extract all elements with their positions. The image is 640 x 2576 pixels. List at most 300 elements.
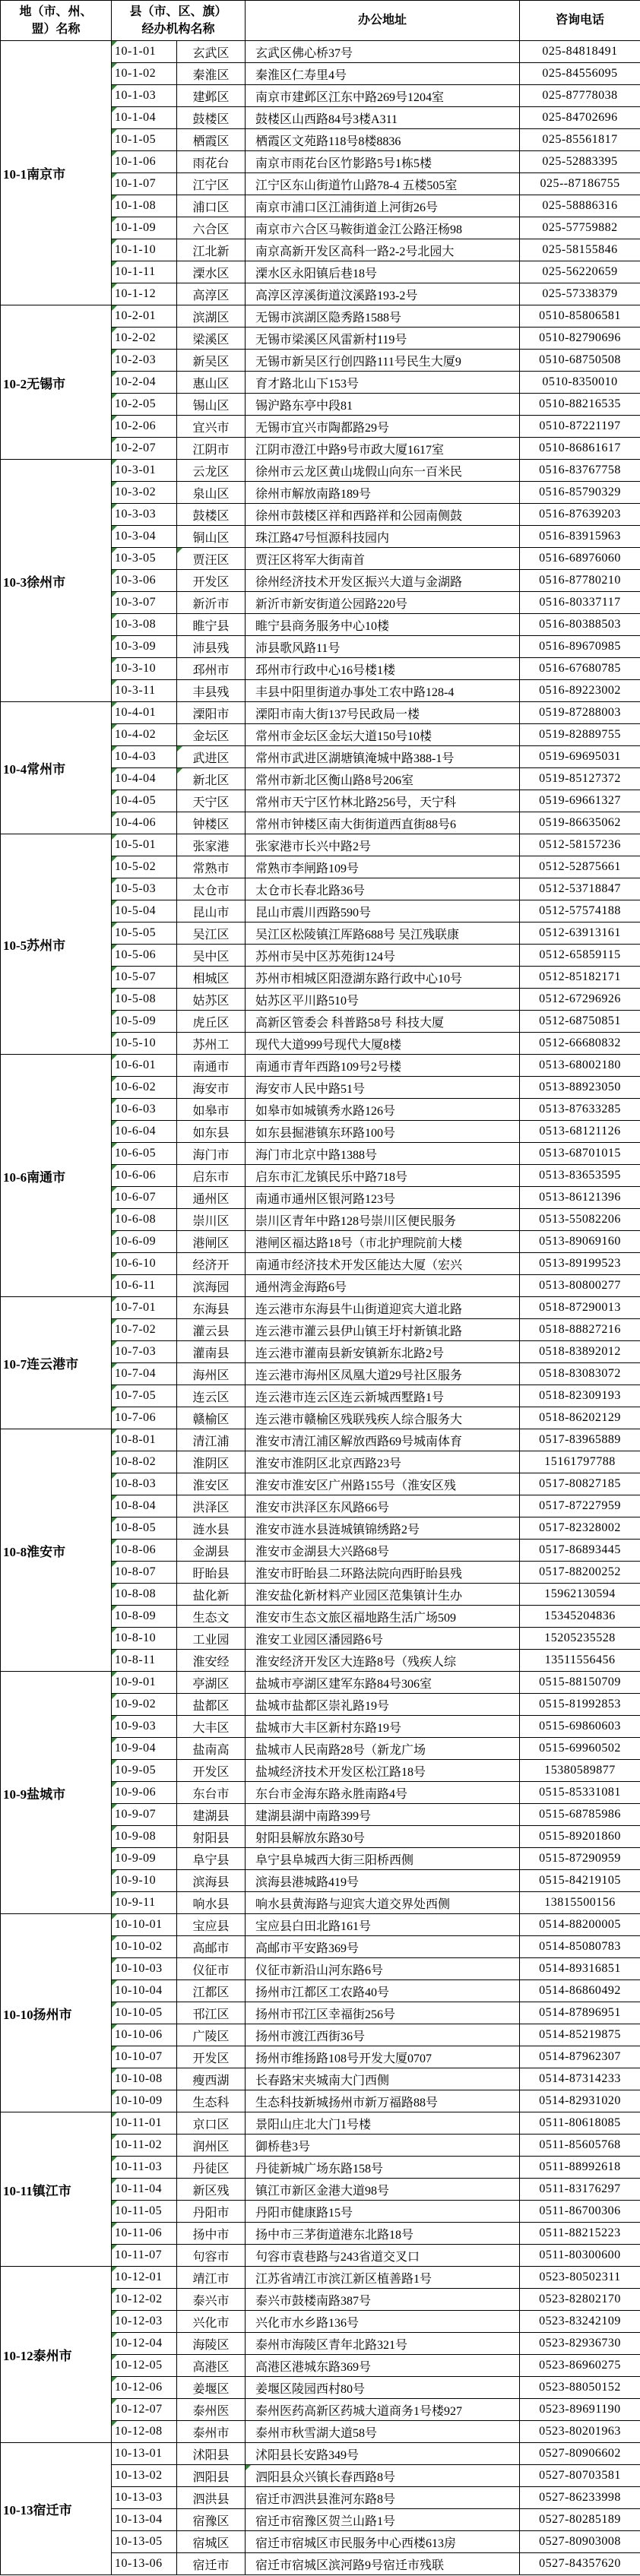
prefecture-cell: 10-8淮安市: [1, 1429, 112, 1672]
county-cell: 扬中市: [177, 2223, 246, 2245]
county-cell: 海州区: [177, 1363, 246, 1385]
county-cell: 港闸区: [177, 1231, 246, 1253]
phone-cell: 025-58886316: [520, 195, 640, 217]
county-cell: 浦口区: [177, 195, 246, 217]
phone-cell: 0527-80703581: [520, 2465, 640, 2487]
phone-cell: 0515-69960502: [520, 1738, 640, 1760]
county-cell: 灌南县: [177, 1341, 246, 1363]
county-cell: 姑苏区: [177, 989, 246, 1011]
address-cell: 扬州市维扬路108号开发大厦0707: [246, 2046, 520, 2068]
phone-cell: 0516-89223002: [520, 680, 640, 702]
county-cell: 钟楼区: [177, 812, 246, 834]
header-region-line1: 地（市、州、: [19, 5, 93, 18]
address-cell: 常州市金坛区金坛大道150号10楼: [246, 724, 520, 746]
phone-cell: 0514-87896951: [520, 2002, 640, 2024]
county-cell: 高淳区: [177, 283, 246, 305]
code-cell: 10-6-09: [112, 1231, 177, 1253]
code-cell: 10-3-08: [112, 614, 177, 636]
county-cell: 建湖县: [177, 1804, 246, 1826]
code-cell: 10-3-03: [112, 504, 177, 526]
county-cell: 盱眙县: [177, 1562, 246, 1584]
address-cell: 丹徒新城广场东路158号: [246, 2157, 520, 2179]
phone-cell: 15205235528: [520, 1628, 640, 1650]
code-cell: 10-9-09: [112, 1848, 177, 1870]
phone-cell: 0527-86233998: [520, 2487, 640, 2509]
phone-cell: 0511-85605768: [520, 2135, 640, 2157]
phone-cell: 0510-87221197: [520, 416, 640, 438]
county-cell: 六合区: [177, 217, 246, 239]
table-row: [1, 305, 640, 328]
code-cell: 10-10-08: [112, 2068, 177, 2090]
county-cell: 江都区: [177, 1980, 246, 2002]
table-row: [1, 1055, 640, 1077]
table-row: [1, 2443, 640, 2465]
phone-cell: 0518-83083072: [520, 1363, 640, 1385]
county-cell: 梁溪区: [177, 328, 246, 350]
code-cell: 10-9-04: [112, 1738, 177, 1760]
address-cell: 连云港市东海县牛山街道迎宾大道北路: [246, 1297, 520, 1319]
code-cell: 10-2-03: [112, 350, 177, 372]
table-body: [1, 41, 640, 2575]
address-cell: 无锡市梁溪区风雷新村119号: [246, 328, 520, 350]
phone-cell: 0513-68002180: [520, 1055, 640, 1077]
code-cell: 10-3-11: [112, 680, 177, 702]
address-cell: 邳州市行政中心16号楼1楼: [246, 658, 520, 680]
address-cell: 扬中市三茅街道港东北路18号: [246, 2223, 520, 2245]
county-cell: 宿豫区: [177, 2509, 246, 2531]
address-cell: 南京市浦口区江浦街道上河街26号: [246, 195, 520, 217]
address-cell: 溧水区永阳镇后巷18号: [246, 261, 520, 283]
county-cell: 泰州医: [177, 2399, 246, 2421]
county-cell: 新区残: [177, 2179, 246, 2201]
phone-cell: 0514-89316851: [520, 1958, 640, 1980]
phone-cell: 0515-81992853: [520, 1694, 640, 1716]
code-cell: 10-11-03: [112, 2157, 177, 2179]
address-cell: 扬州市江都区工农路40号: [246, 1980, 520, 2002]
county-cell: 沭阳县: [177, 2443, 246, 2465]
county-cell: 秦淮区: [177, 63, 246, 85]
code-cell: 10-12-03: [112, 2311, 177, 2333]
code-cell: 10-4-05: [112, 790, 177, 812]
phone-cell: 0518-83892012: [520, 1341, 640, 1363]
phone-cell: 0512-63913161: [520, 922, 640, 945]
address-cell: 南京市雨花台区竹影路5号1栋5楼: [246, 151, 520, 173]
code-cell: 10-10-09: [112, 2090, 177, 2112]
prefecture-cell: 10-12泰州市: [1, 2267, 112, 2443]
code-cell: 10-9-02: [112, 1694, 177, 1716]
phone-cell: 0523-80201963: [520, 2421, 640, 2443]
code-cell: 10-10-04: [112, 1980, 177, 2002]
phone-cell: 0513-83653595: [520, 1165, 640, 1187]
county-cell: 锡山区: [177, 394, 246, 416]
address-cell: 江苏省靖江市滨江新区植善路1号: [246, 2267, 520, 2289]
address-cell: 徐州市鼓楼区祥和西路祥和公园南侧鼓: [246, 504, 520, 526]
phone-cell: 0516-68976060: [520, 548, 640, 570]
header-agency-line1: 县（市、区、旗）: [129, 5, 227, 18]
county-cell: 鼓楼区: [177, 504, 246, 526]
county-cell: 开发区: [177, 1760, 246, 1782]
address-cell: 盐城市大丰区新村东路19号: [246, 1716, 520, 1738]
address-cell: 宿迁市宿城区市民服务中心西楼613房: [246, 2531, 520, 2553]
code-cell: 10-6-06: [112, 1165, 177, 1187]
phone-cell: 0514-85219875: [520, 2024, 640, 2046]
phone-cell: 0512-85182171: [520, 967, 640, 989]
code-cell: 10-7-04: [112, 1363, 177, 1385]
phone-cell: 0512-65859115: [520, 945, 640, 967]
code-cell: 10-9-01: [112, 1672, 177, 1694]
phone-cell: 0516-80337117: [520, 592, 640, 614]
header-row: [1, 1, 640, 41]
county-cell: 东海县: [177, 1297, 246, 1319]
address-cell: 无锡市新吴区行创四路111号民生大厦9: [246, 350, 520, 372]
phone-cell: 0510-68750508: [520, 350, 640, 372]
code-cell: 10-13-05: [112, 2531, 177, 2553]
county-cell: 南通市: [177, 1055, 246, 1077]
address-cell: 徐州经济技术开发区振兴大道与金湖路: [246, 570, 520, 592]
table-row: [1, 702, 640, 724]
code-cell: 10-13-06: [112, 2553, 177, 2575]
code-cell: 10-1-11: [112, 261, 177, 283]
phone-cell: 0515-85331081: [520, 1782, 640, 1804]
address-cell: 丹阳市健康路15号: [246, 2201, 520, 2223]
code-cell: 10-10-05: [112, 2002, 177, 2024]
phone-cell: 0518-87290013: [520, 1297, 640, 1319]
address-cell: 苏州市吴中区苏苑街124号: [246, 945, 520, 967]
code-cell: 10-3-05: [112, 548, 177, 570]
address-cell: 如东县掘港镇东环路100号: [246, 1121, 520, 1143]
county-cell: 铜山区: [177, 526, 246, 548]
code-cell: 10-1-09: [112, 217, 177, 239]
county-cell: 如东县: [177, 1121, 246, 1143]
address-cell: 淮安市生态文旅区福地路生活广场509: [246, 1606, 520, 1628]
phone-cell: 0511-80300600: [520, 2245, 640, 2267]
county-cell: 滨湖区: [177, 305, 246, 328]
phone-cell: 0512-67296926: [520, 989, 640, 1011]
header-region: [1, 1, 112, 41]
county-cell: 崇川区: [177, 1209, 246, 1231]
address-cell: 泰州市秋雪湖大道58号: [246, 2421, 520, 2443]
address-cell: 淮安市涟水县涟城镇锦绣路2号: [246, 1517, 520, 1540]
phone-cell: 13815500156: [520, 1892, 640, 1914]
address-cell: 常州市天宁区竹林北路256号，天宁科: [246, 790, 520, 812]
address-cell: 泗阳县众兴镇长春西路8号: [246, 2465, 520, 2487]
phone-cell: 0519-87288003: [520, 702, 640, 724]
code-cell: 10-1-03: [112, 85, 177, 107]
code-cell: 10-9-07: [112, 1804, 177, 1826]
phone-cell: 0510-85806581: [520, 305, 640, 328]
address-cell: 兴化市水乡路136号: [246, 2311, 520, 2333]
phone-cell: 0517-83965889: [520, 1429, 640, 1451]
table-row: [1, 1297, 640, 1319]
phone-cell: 0513-55082206: [520, 1209, 640, 1231]
address-cell: 景阳山庄北大门1号楼: [246, 2112, 520, 2135]
code-cell: 10-9-08: [112, 1826, 177, 1848]
county-cell: 涟水县: [177, 1517, 246, 1540]
county-cell: 睢宁县: [177, 614, 246, 636]
phone-cell: 0517-88200252: [520, 1562, 640, 1584]
phone-cell: 0514-86860492: [520, 1980, 640, 2002]
prefecture-cell: 10-11镇江市: [1, 2112, 112, 2267]
county-cell: 栖霞区: [177, 129, 246, 151]
address-cell: 连云港市海州区凤凰大道29号社区服务: [246, 1363, 520, 1385]
table-row: [1, 1672, 640, 1694]
code-cell: 10-2-06: [112, 416, 177, 438]
address-cell: 南京市六合区马鞍街道金江公路汪杨98: [246, 217, 520, 239]
county-cell: 润州区: [177, 2135, 246, 2157]
phone-cell: 0513-68701015: [520, 1143, 640, 1165]
phone-cell: 0514-87314233: [520, 2068, 640, 2090]
phone-cell: 0527-80285189: [520, 2509, 640, 2531]
county-cell: 盐南高: [177, 1738, 246, 1760]
address-cell: 高港区港城东路369号: [246, 2355, 520, 2377]
prefecture-cell: 10-10扬州市: [1, 1914, 112, 2112]
county-cell: 开发区: [177, 570, 246, 592]
address-cell: 港闸区福达路18号（市北护理院前大楼: [246, 1231, 520, 1253]
address-cell: 通州湾金海路6号: [246, 1275, 520, 1297]
address-cell: 张家港市长兴中路2号: [246, 834, 520, 856]
phone-cell: 0515-68785986: [520, 1804, 640, 1826]
address-cell: 新沂市新安街道公园路220号: [246, 592, 520, 614]
county-cell: 射阳县: [177, 1826, 246, 1848]
code-cell: 10-2-01: [112, 305, 177, 328]
code-cell: 10-9-03: [112, 1716, 177, 1738]
county-cell: 邗江区: [177, 2002, 246, 2024]
phone-cell: 0523-83242109: [520, 2311, 640, 2333]
address-cell: 盐城市盐都区崇礼路19号: [246, 1694, 520, 1716]
table-row: [1, 2267, 640, 2289]
address-cell: 海门市北京中路1388号: [246, 1143, 520, 1165]
code-cell: 10-1-01: [112, 41, 177, 63]
phone-cell: 0513-89199523: [520, 1253, 640, 1275]
code-cell: 10-3-10: [112, 658, 177, 680]
address-cell: 淮安市淮阴区北京西路23号: [246, 1451, 520, 1473]
code-cell: 10-5-04: [112, 900, 177, 922]
code-cell: 10-8-04: [112, 1495, 177, 1517]
address-cell: 生态科技新城扬州市新万福路88号: [246, 2090, 520, 2112]
county-cell: 亭湖区: [177, 1672, 246, 1694]
code-cell: 10-2-05: [112, 394, 177, 416]
county-cell: 泉山区: [177, 482, 246, 504]
phone-cell: 0513-89069160: [520, 1231, 640, 1253]
county-cell: 新北区: [177, 768, 246, 790]
code-cell: 10-12-08: [112, 2421, 177, 2443]
code-cell: 10-5-06: [112, 945, 177, 967]
phone-cell: 0516-85790329: [520, 482, 640, 504]
phone-cell: 0517-80827185: [520, 1473, 640, 1495]
county-cell: 江宁区: [177, 173, 246, 195]
county-cell: 如皋市: [177, 1099, 246, 1121]
county-cell: 沛县残: [177, 636, 246, 658]
address-cell: 徐州市解放南路189号: [246, 482, 520, 504]
address-cell: 淮安市盱眙县二环路法院向西盱眙县残: [246, 1562, 520, 1584]
county-cell: 建邺区: [177, 85, 246, 107]
phone-cell: 0512-68750851: [520, 1011, 640, 1033]
phone-cell: 0514-88200005: [520, 1914, 640, 1936]
county-cell: 鼓楼区: [177, 107, 246, 129]
prefecture-cell: 10-1南京市: [1, 41, 112, 305]
county-cell: 淮安经: [177, 1650, 246, 1672]
county-cell: 太仓市: [177, 878, 246, 900]
table-row: [1, 460, 640, 482]
header-address: 办公地址: [246, 1, 520, 41]
address-cell: 连云港市赣榆区残联残疾人综合服务大: [246, 1407, 520, 1429]
address-cell: 沛县歌风路11号: [246, 636, 520, 658]
address-cell: 淮安市淮安区广州路155号（淮安区残: [246, 1473, 520, 1495]
county-cell: 广陵区: [177, 2024, 246, 2046]
prefecture-cell: 10-7连云港市: [1, 1297, 112, 1429]
county-cell: 虎丘区: [177, 1011, 246, 1033]
code-cell: 10-9-10: [112, 1870, 177, 1892]
address-cell: 泰州市海陵区青年北路321号: [246, 2333, 520, 2355]
code-cell: 10-6-07: [112, 1187, 177, 1209]
code-cell: 10-8-10: [112, 1628, 177, 1650]
phone-cell: 0514-85080783: [520, 1936, 640, 1958]
code-cell: 10-8-01: [112, 1429, 177, 1451]
prefecture-cell: 10-13宿迁市: [1, 2443, 112, 2575]
address-cell: 溧阳市南大街137号民政局一楼: [246, 702, 520, 724]
phone-cell: 0511-88992618: [520, 2157, 640, 2179]
table-row: [1, 1914, 640, 1936]
county-cell: 惠山区: [177, 372, 246, 394]
table-row: [1, 1429, 640, 1451]
county-cell: 丹徒区: [177, 2157, 246, 2179]
address-cell: 响水县黄海路与迎宾大道交界处西侧: [246, 1892, 520, 1914]
code-cell: 10-4-04: [112, 768, 177, 790]
code-cell: 10-10-06: [112, 2024, 177, 2046]
address-cell: 丰县中阳里街道办事处工农中路128-4: [246, 680, 520, 702]
county-cell: 高邮市: [177, 1936, 246, 1958]
county-cell: 泰州市: [177, 2421, 246, 2443]
code-cell: 10-7-01: [112, 1297, 177, 1319]
header-agency-line2: 经办机构名称: [141, 23, 215, 36]
county-cell: 贾汪区: [177, 548, 246, 570]
code-cell: 10-3-01: [112, 460, 177, 482]
county-cell: 吴中区: [177, 945, 246, 967]
address-cell: 宝应县白田北路161号: [246, 1914, 520, 1936]
code-cell: 10-5-03: [112, 878, 177, 900]
phone-cell: 0517-82328002: [520, 1517, 640, 1540]
phone-cell: 025-85561817: [520, 129, 640, 151]
code-cell: 10-11-02: [112, 2135, 177, 2157]
phone-cell: 0516-83767758: [520, 460, 640, 482]
phone-cell: 025-84556095: [520, 63, 640, 85]
phone-cell: 0513-80800277: [520, 1275, 640, 1297]
county-cell: 淮阴区: [177, 1451, 246, 1473]
address-cell: 高邮市平安路369号: [246, 1936, 520, 1958]
county-cell: 大丰区: [177, 1716, 246, 1738]
county-cell: 仪征市: [177, 1958, 246, 1980]
code-cell: 10-6-08: [112, 1209, 177, 1231]
phone-cell: 0517-86893445: [520, 1540, 640, 1562]
county-cell: 东台市: [177, 1782, 246, 1804]
county-cell: 张家港: [177, 834, 246, 856]
phone-cell: 0519-86635062: [520, 812, 640, 834]
phone-cell: 0513-86121396: [520, 1187, 640, 1209]
header-phone: 咨询电话: [520, 1, 640, 41]
phone-cell: 0512-52875661: [520, 856, 640, 878]
code-cell: 10-5-02: [112, 856, 177, 878]
address-cell: 南通市青年西路109号2号楼: [246, 1055, 520, 1077]
county-cell: 盐化新: [177, 1584, 246, 1606]
county-cell: 洪泽区: [177, 1495, 246, 1517]
prefecture-cell: 10-4常州市: [1, 702, 112, 834]
address-cell: 常州市钟楼区南大街街道西直街88号6: [246, 812, 520, 834]
code-cell: 10-8-02: [112, 1451, 177, 1473]
address-cell: 崇川区青年中路128号崇川区便民服务: [246, 1209, 520, 1231]
phone-cell: 0519-69661327: [520, 790, 640, 812]
code-cell: 10-2-07: [112, 438, 177, 460]
address-cell: 昆山市震川西路590号: [246, 900, 520, 922]
code-cell: 10-5-10: [112, 1033, 177, 1055]
phone-cell: 0516-67680785: [520, 658, 640, 680]
code-cell: 10-7-06: [112, 1407, 177, 1429]
code-cell: 10-8-09: [112, 1606, 177, 1628]
address-cell: 仪征市新沿山河东路6号: [246, 1958, 520, 1980]
code-cell: 10-2-02: [112, 328, 177, 350]
address-cell: 常州市武进区湖塘镇淹城中路388-1号: [246, 746, 520, 768]
county-cell: 灌云县: [177, 1319, 246, 1341]
county-cell: 滨海县: [177, 1870, 246, 1892]
phone-cell: 025-84818491: [520, 41, 640, 63]
phone-cell: 025-57759882: [520, 217, 640, 239]
address-cell: 东台市金海东路永胜南路4号: [246, 1782, 520, 1804]
county-cell: 姜堰区: [177, 2377, 246, 2399]
code-cell: 10-10-03: [112, 1958, 177, 1980]
phone-cell: 0516-83915963: [520, 526, 640, 548]
county-cell: 连云区: [177, 1385, 246, 1407]
address-cell: 启东市汇龙镇民乐中路718号: [246, 1165, 520, 1187]
phone-cell: 15161797788: [520, 1451, 640, 1473]
address-cell: 锡沪路东亭中段81: [246, 394, 520, 416]
address-cell: 扬州市邗江区幸福街256号: [246, 2002, 520, 2024]
phone-cell: 15380589877: [520, 1760, 640, 1782]
phone-cell: 0527-84357620: [520, 2553, 640, 2575]
phone-cell: 0510-82790696: [520, 328, 640, 350]
address-cell: 淮安工业园区潘园路6号: [246, 1628, 520, 1650]
address-cell: 盐城经济技术开发区松江路18号: [246, 1760, 520, 1782]
prefecture-cell: 10-2无锡市: [1, 305, 112, 460]
address-cell: 徐州市云龙区黄山垅假山向东一百米民: [246, 460, 520, 482]
code-cell: 10-7-03: [112, 1341, 177, 1363]
code-cell: 10-3-09: [112, 636, 177, 658]
address-cell: 宿迁市宿城区滨河路9号宿迁市残联: [246, 2553, 520, 2575]
county-cell: 昆山市: [177, 900, 246, 922]
code-cell: 10-10-01: [112, 1914, 177, 1936]
address-cell: 淮安市洪泽区东风路66号: [246, 1495, 520, 1517]
address-cell: 贾汪区将军大街南首: [246, 548, 520, 570]
phone-cell: 0512-66680832: [520, 1033, 640, 1055]
county-cell: 句容市: [177, 2245, 246, 2267]
code-cell: 10-8-07: [112, 1562, 177, 1584]
address-cell: 淮安市金湖县大兴路68号: [246, 1540, 520, 1562]
phone-cell: 025-84702696: [520, 107, 640, 129]
phone-cell: 0519-82889755: [520, 724, 640, 746]
phone-cell: 15962130594: [520, 1584, 640, 1606]
code-cell: 10-13-01: [112, 2443, 177, 2465]
address-cell: 泰州医药高新区药城大道商务1号楼927: [246, 2399, 520, 2421]
phone-cell: 0513-68121126: [520, 1121, 640, 1143]
code-cell: 10-1-12: [112, 283, 177, 305]
county-cell: 泗阳县: [177, 2465, 246, 2487]
address-cell: 扬州市渡江西街36号: [246, 2024, 520, 2046]
code-cell: 10-1-07: [112, 173, 177, 195]
prefecture-cell: 10-6南通市: [1, 1055, 112, 1297]
code-cell: 10-3-06: [112, 570, 177, 592]
address-cell: 高淳区淳溪街道汶溪路193-2号: [246, 283, 520, 305]
county-cell: 工业园: [177, 1628, 246, 1650]
code-cell: 10-12-01: [112, 2267, 177, 2289]
phone-cell: 0523-89691190: [520, 2399, 640, 2421]
